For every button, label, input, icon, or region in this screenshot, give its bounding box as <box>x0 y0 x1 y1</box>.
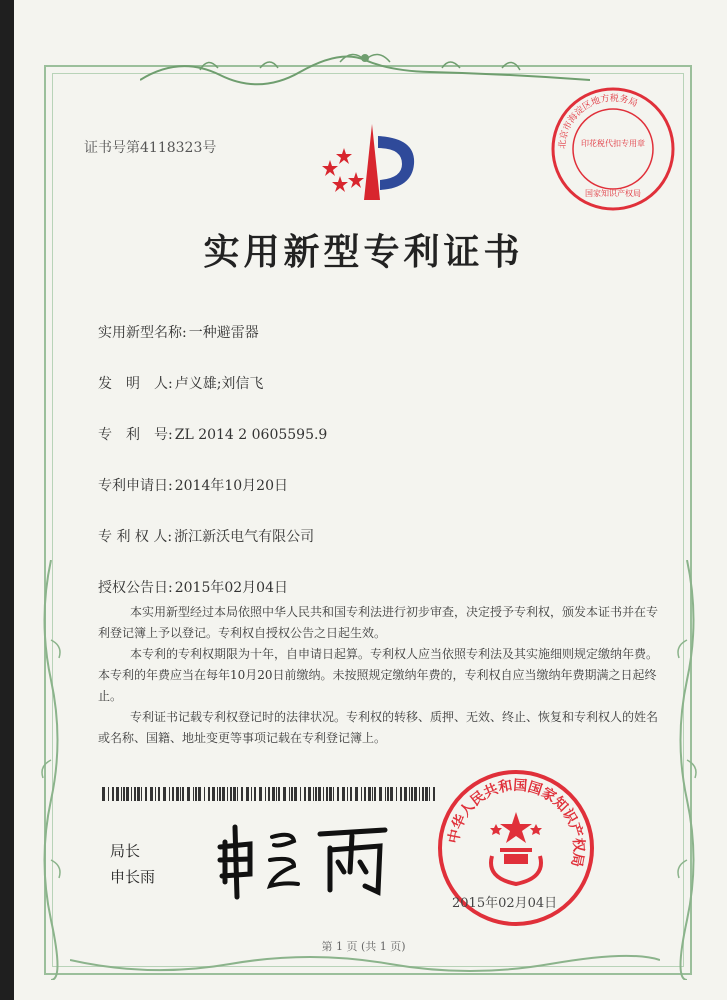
national-emblem-icon <box>490 812 542 884</box>
body-paragraph: 专利证书记载专利权登记时的法律状况。专利权的转移、质押、无效、终止、恢复和专利权人的姓名或名称、国籍、地址变更等事项记载在专利登记簿上。 <box>98 710 659 745</box>
vine-ornament-bottom <box>70 950 660 980</box>
certificate-title: 实用新型专利证书 <box>203 231 524 273</box>
tax-stamp-center-text: 印花税代扣专用章 <box>581 139 645 148</box>
patent-office-logo <box>316 118 426 208</box>
field-application-date <box>98 475 288 495</box>
tax-stamp <box>548 84 678 214</box>
field-utility-model-name <box>98 322 259 342</box>
issue-date: 2015年02月04日 <box>452 896 558 911</box>
page-number: 第 1 页 (共 1 页) <box>321 940 406 953</box>
field-patentee <box>98 526 314 546</box>
handwritten-signature <box>210 812 410 902</box>
field-value: 2015年02月04日 <box>174 580 288 596</box>
director-title: 局长 <box>110 842 141 860</box>
field-label: 授权公告日: <box>98 580 173 596</box>
field-value: 卢义雄;刘信飞 <box>174 376 264 392</box>
field-value: 浙江新沃电气有限公司 <box>174 529 315 545</box>
field-inventor <box>98 373 263 393</box>
certificate-body <box>98 602 658 749</box>
body-paragraph: 本专利的专利权期限为十年，自申请日起算。专利权人应当依照专利法及其实施细则规定缴纳年费。本专利的年费应当在每年10月20日前缴纳。未按照规定缴纳年费的，专利权自应当缴纳年费期满之日起终止。 <box>98 647 659 703</box>
field-value: ZL 2014 2 0605595.9 <box>174 427 328 443</box>
field-label: 专 利 权 人: <box>98 529 173 545</box>
field-label: 实用新型名称: <box>98 325 187 341</box>
field-value: 2014年10月20日 <box>174 478 288 494</box>
field-publication-date <box>98 577 288 597</box>
body-paragraph: 本实用新型经过本局依照中华人民共和国专利法进行初步审查，决定授予专利权，颁发本证书并在专利登记簿上予以登记。专利权自授权公告之日起生效。 <box>98 605 659 640</box>
seal-ring-text: 中华人民共和国国家知识产权局 <box>445 777 587 869</box>
tax-stamp-bottom-text: 国家知识产权局 <box>585 189 641 198</box>
barcode <box>102 787 438 801</box>
vine-ornament-right <box>672 560 702 980</box>
field-label: 专 利 号: <box>98 427 173 443</box>
field-label: 专利申请日: <box>98 478 173 494</box>
field-label: 发 明 人: <box>98 376 173 392</box>
field-value: 一种避雷器 <box>188 325 259 341</box>
tax-stamp-ring-text: 北京市海淀区地方税务局 <box>557 93 639 150</box>
field-patent-number <box>98 424 327 444</box>
vine-ornament-top <box>140 50 590 90</box>
director-name: 申长雨 <box>110 868 156 886</box>
vine-ornament-left <box>36 560 66 980</box>
certificate-number: 证书号第4118323号 <box>84 140 217 156</box>
